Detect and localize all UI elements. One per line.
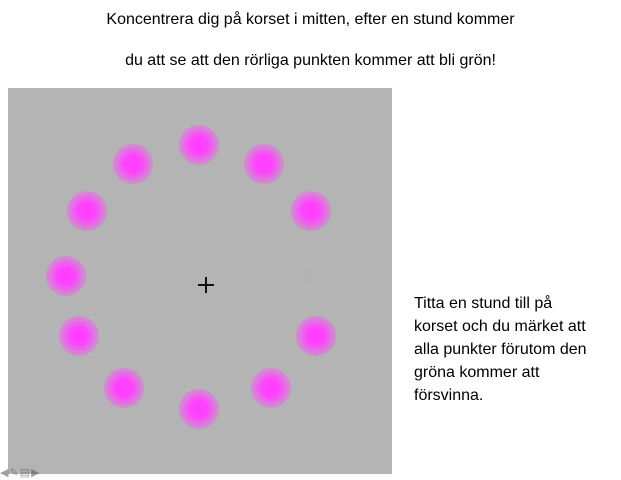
plus-icon — [198, 277, 214, 293]
magenta-dot — [113, 144, 153, 184]
magenta-dot — [67, 191, 107, 231]
prev-arrow-icon[interactable]: ◀ — [0, 467, 9, 479]
magenta-dot — [179, 389, 219, 429]
magenta-dot — [296, 316, 336, 356]
missing-dot — [288, 256, 328, 296]
magenta-dot — [104, 368, 144, 408]
slide-navigation-controls — [0, 466, 40, 480]
magenta-dot — [59, 316, 99, 356]
side-note-text: Titta en stund till på korset och du märket att alla punkter förutom den gröna kommer att försvinna. — [414, 295, 587, 404]
next-arrow-icon[interactable]: ▶ — [31, 467, 40, 479]
instruction-line-2: du att se att den rörliga punkten kommer att bli grön! — [125, 52, 496, 69]
magenta-dot — [291, 191, 331, 231]
magenta-dot — [46, 256, 86, 296]
menu-icon[interactable]: ▤ — [19, 467, 31, 479]
magenta-dot — [244, 144, 284, 184]
instruction-line-1: Koncentrera dig på korset i mitten, efter en stund kommer — [106, 11, 515, 28]
illusion-panel — [8, 88, 392, 474]
magenta-dot — [251, 368, 291, 408]
magenta-dot — [179, 125, 219, 165]
pen-icon[interactable]: ✎ — [9, 467, 19, 479]
